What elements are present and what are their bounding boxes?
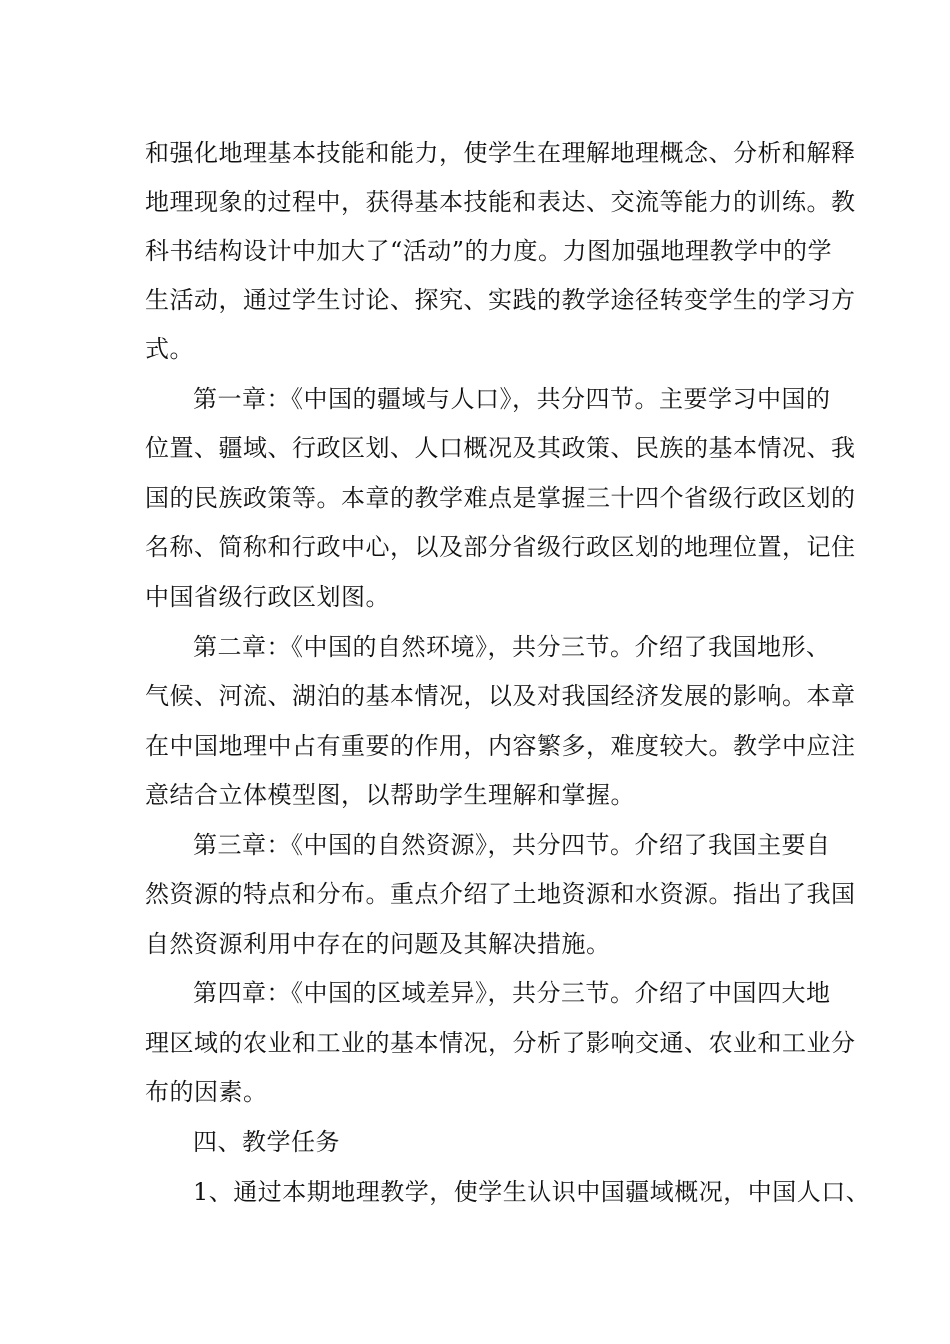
text-line: 然资源的特点和分布。重点介绍了土地资源和水资源。指出了我国	[145, 880, 856, 908]
text-line: 布的因素。	[145, 1078, 268, 1106]
chapter-two-heading-line: 第二章：《中国的自然环境》，共分三节。介绍了我国地形、	[193, 633, 831, 661]
text-line: 自然资源利用中存在的问题及其解决措施。	[145, 930, 611, 958]
text-line: 位置、疆域、行政区划、人口概况及其政策、民族的基本情况、我	[145, 434, 856, 462]
section-heading: 四、教学任务	[193, 1128, 340, 1156]
text-line: 在中国地理中占有重要的作用，内容繁多，难度较大。教学中应注	[145, 732, 856, 760]
text-line: 理区域的农业和工业的基本情况，分析了影响交通、农业和工业分	[145, 1029, 856, 1057]
text-line: 气候、河流、湖泊的基本情况，以及对我国经济发展的影响。本章	[145, 682, 856, 710]
text-line: 生活动，通过学生讨论、探究、实践的教学途径转变学生的学习方	[145, 286, 856, 314]
text-line: 中国省级行政区划图。	[145, 583, 390, 611]
text-line: 和强化地理基本技能和能力，使学生在理解地理概念、分析和解释	[145, 139, 856, 167]
chapter-four-heading-line: 第四章：《中国的区域差异》，共分三节。介绍了中国四大地	[193, 979, 831, 1007]
task-item-1: 1、通过本期地理教学，使学生认识中国疆域概况，中国人口、	[193, 1178, 871, 1206]
text-line: 式。	[145, 335, 194, 363]
text-line: 科书结构设计中加大了“活动”的力度。力图加强地理教学中的学	[145, 237, 833, 265]
text-line: 名称、简称和行政中心，以及部分省级行政区划的地理位置，记住	[145, 533, 856, 561]
chapter-one-heading-line: 第一章：《中国的疆域与人口》，共分四节。主要学习中国的	[193, 385, 831, 413]
text-line: 意结合立体模型图，以帮助学生理解和掌握。	[145, 781, 635, 809]
chapter-three-heading-line: 第三章：《中国的自然资源》，共分四节。介绍了我国主要自	[193, 831, 831, 859]
text-line: 国的民族政策等。本章的教学难点是掌握三十四个省级行政区划的	[145, 484, 856, 512]
text-line: 地理现象的过程中，获得基本技能和表达、交流等能力的训练。教	[145, 188, 856, 216]
